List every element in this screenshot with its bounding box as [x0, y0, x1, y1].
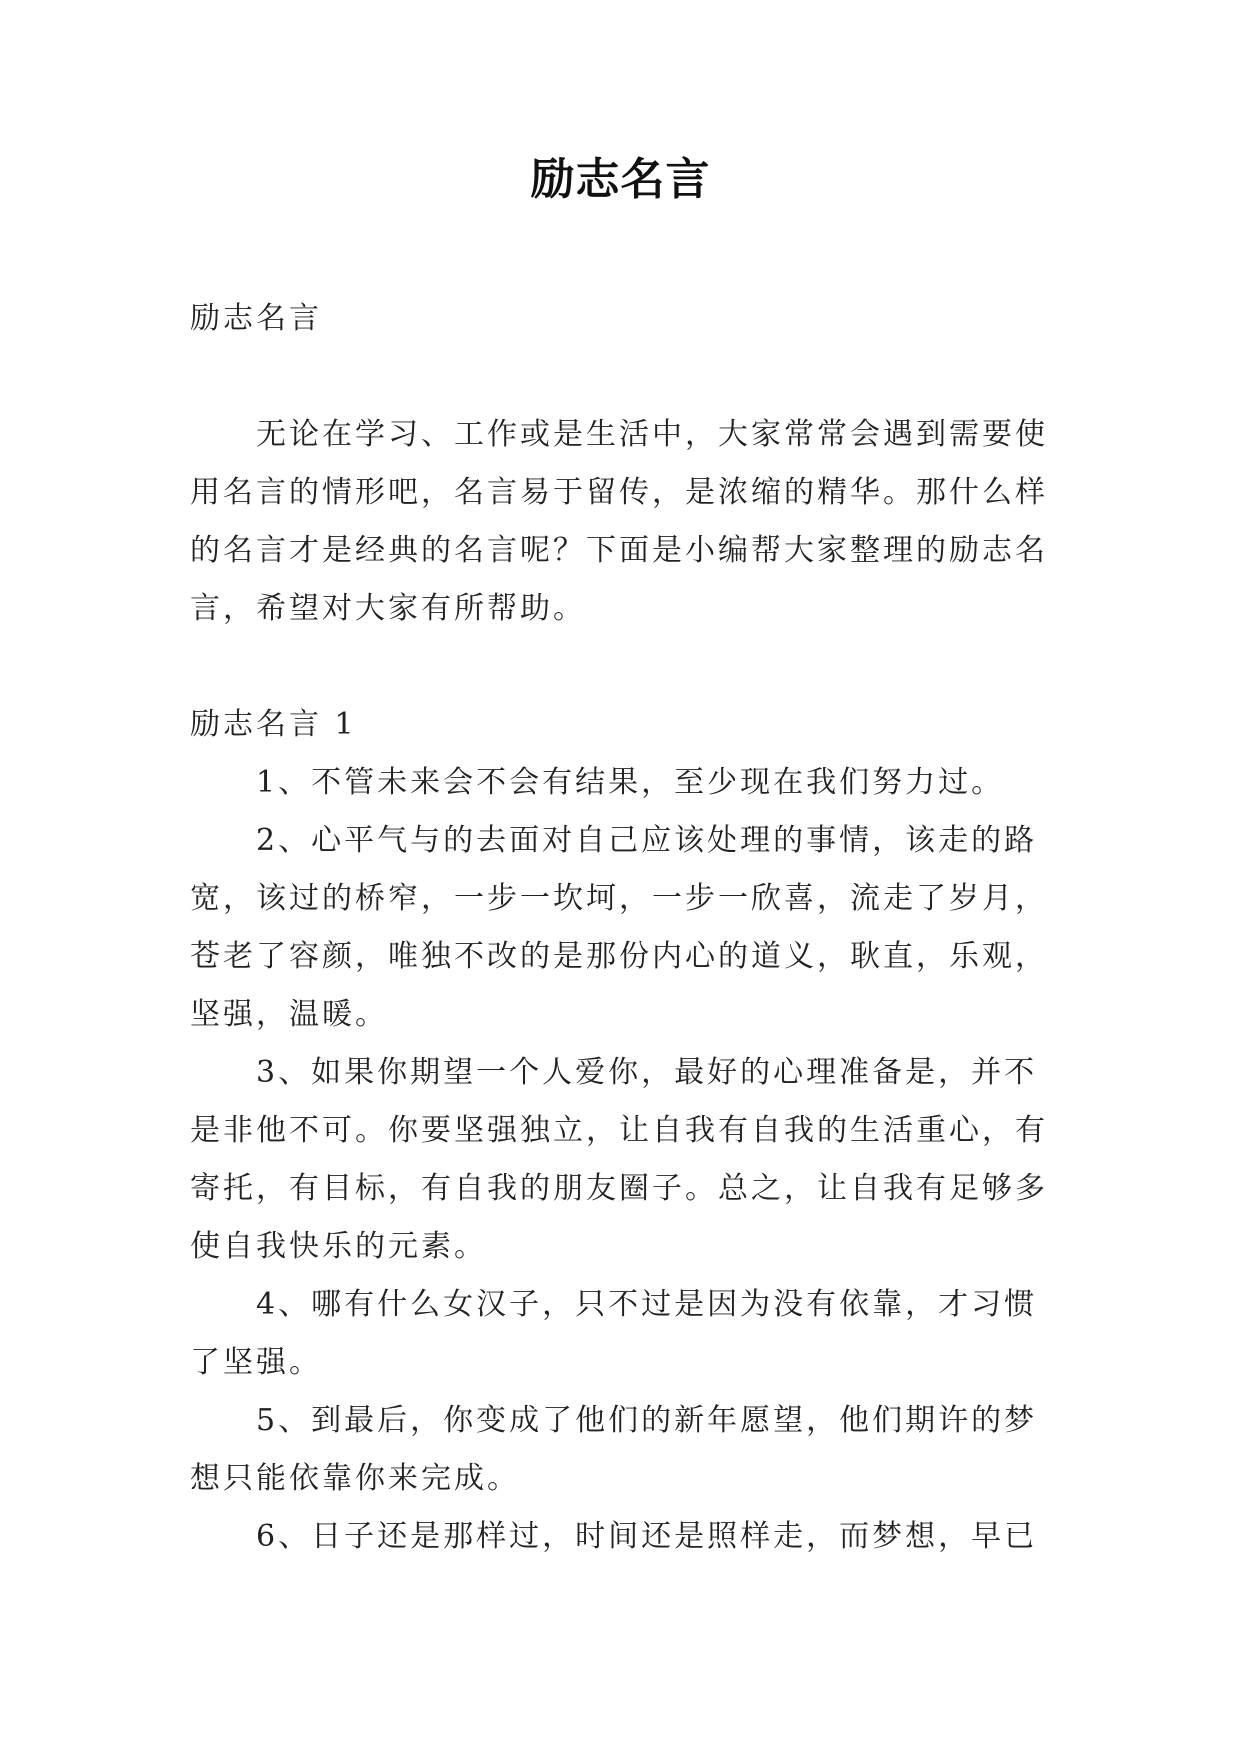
quote-item-4: 4、哪有什么女汉子，只不过是因为没有依靠，才习惯了坚强。 — [190, 1287, 1038, 1380]
quote-item-3: 3、如果你期望一个人爱你，最好的心理准备是，并不是非他不可。你要坚强独立，让自我有自我的生活重心，有寄托，有目标，有自我的朋友圈子。总之，让自我有足够多使自我快乐的元素。 — [190, 1055, 1048, 1264]
quote-item-6: 6、日子还是那样过，时间还是照样走，而梦想，早已 — [256, 1519, 1038, 1554]
section-heading: 励志名言 1 — [190, 707, 357, 742]
page-title: 励志名言 — [530, 154, 711, 205]
intro-paragraph: 无论在学习、工作或是生活中，大家常常会遇到需要使用名言的情形吧，名言易于留传，是浓缩的精华。那什么样的名言才是经典的名言呢？下面是小编帮大家整理的励志名言，希望对大家有所帮助。 — [190, 417, 1048, 626]
quote-item-1: 1、不管未来会不会有结果，至少现在我们努力过。 — [256, 765, 1005, 800]
document-subtitle: 励志名言 — [190, 301, 322, 336]
document-body — [190, 290, 1070, 1566]
quote-item-5: 5、到最后，你变成了他们的新年愿望，他们期许的梦想只能依靠你来完成。 — [190, 1403, 1038, 1496]
quote-item-2: 2、心平气与的去面对自己应该处理的事情，该走的路宽，该过的桥窄，一步一坎坷，一步一欣喜，流走了岁月，苍老了容颜，唯独不改的是那份内心的道义，耿直，乐观，坚强，温暖。 — [190, 823, 1048, 1032]
